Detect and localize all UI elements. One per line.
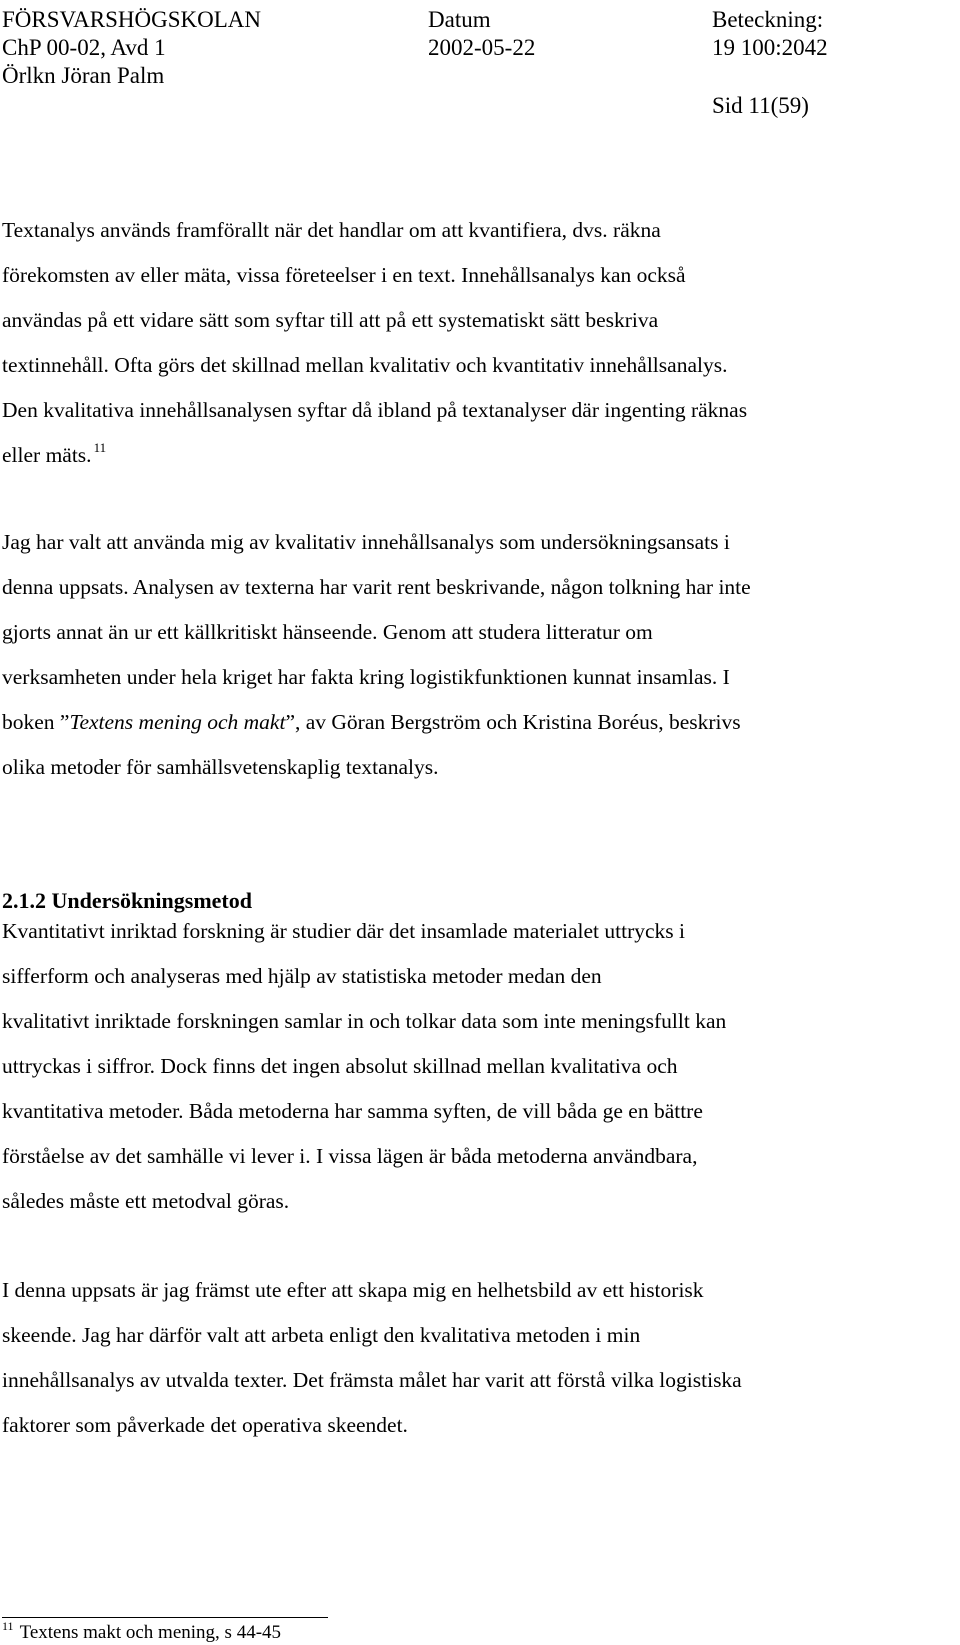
- p4-line-2: skeende. Jag har därför valt att arbeta enligt den kvalitativa metoden i min: [2, 1323, 641, 1347]
- p1-line-6: [2, 440, 107, 468]
- p3-line-6: förståelse av det samhälle vi lever i. I vissa lägen är båda metoderna användbara,: [2, 1144, 698, 1168]
- section-heading: 2.1.2 Undersökningsmetod: [2, 888, 252, 913]
- header-ref-label: Beteckning:: [712, 7, 824, 32]
- footnote-text: Textens makt och mening, s 44-45: [19, 1622, 282, 1643]
- p3-line-1: Kvantitativt inriktad forskning är studier där det insamlade materialet uttrycks i: [2, 919, 686, 943]
- p2-line-5-post: ”, av Göran Bergström och Kristina Boréus, beskrivs: [285, 710, 741, 734]
- p1-line-4: textinnehåll. Ofta görs det skillnad mellan kvalitativ och kvantitativ innehållsanalys.: [2, 353, 728, 377]
- header-date-label: Datum: [428, 7, 491, 32]
- p1-line-1: Textanalys används framförallt när det handlar om att kvantifiera, dvs. räkna: [2, 218, 661, 242]
- p2-line-5: [2, 710, 741, 735]
- p3-line-5: kvantitativa metoder. Båda metoderna har samma syften, de vill båda ge en bättre: [2, 1099, 703, 1123]
- p2-line-4: verksamheten under hela kriget har fakta kring logistikfunktionen kunnat insamlas. I: [2, 665, 730, 689]
- header-ref: 19 100:2042: [712, 35, 828, 60]
- footnote-number: 11: [2, 1619, 14, 1633]
- p3-line-4: uttryckas i siffror. Dock finns det ingen absolut skillnad mellan kvalitativa och: [2, 1054, 678, 1078]
- book-title: Textens mening och makt: [69, 710, 286, 734]
- footnote: [2, 1619, 282, 1644]
- p3-line-7: således måste ett metodval göras.: [2, 1189, 290, 1213]
- p1-line-2: förekomsten av eller mäta, vissa företeelser i en text. Innehållsanalys kan också: [2, 263, 686, 287]
- p2-line-3: gjorts annat än ur ett källkritiskt hänseende. Genom att studera litteratur om: [2, 620, 653, 644]
- footnote-divider: [2, 1617, 328, 1618]
- p3-line-3: kvalitativt inriktade forskningen samlar in och tolkar data som inte meningsfullt kan: [2, 1009, 727, 1033]
- p4-line-3: innehållsanalys av utvalda texter. Det främsta målet har varit att förstå vilka logistiska: [2, 1368, 742, 1392]
- header-author: Örlkn Jöran Palm: [2, 63, 165, 88]
- p1-line-3: användas på ett vidare sätt som syftar till att på ett systematiskt sätt beskriva: [2, 308, 659, 332]
- p2-line-1: Jag har valt att använda mig av kvalitativ innehållsanalys som undersökningsansats i: [2, 530, 730, 554]
- p2-line-6: olika metoder för samhällsvetenskaplig textanalys.: [2, 755, 439, 779]
- p2-line-5-pre: boken ”: [2, 710, 70, 734]
- p2-line-2: denna uppsats. Analysen av texterna har varit rent beskrivande, någon tolkning har inte: [2, 575, 751, 599]
- header-date: 2002-05-22: [428, 35, 536, 60]
- header-unit: ChP 00-02, Avd 1: [2, 35, 166, 60]
- p4-line-4: faktorer som påverkade det operativa skeendet.: [2, 1413, 408, 1437]
- p3-line-2: sifferform och analyseras med hjälp av statistiska metoder medan den: [2, 964, 602, 988]
- p1-line-6-text: eller mäts.: [2, 443, 92, 467]
- p1-line-5: Den kvalitativa innehållsanalysen syftar då ibland på textanalyser där ingenting räknas: [2, 398, 748, 422]
- footnote-reference: 11: [93, 440, 107, 455]
- p4-line-1: I denna uppsats är jag främst ute efter att skapa mig en helhetsbild av ett historisk: [2, 1278, 704, 1302]
- header-org: FÖRSVARSHÖGSKOLAN: [2, 7, 262, 32]
- header-page-number: Sid 11(59): [712, 93, 809, 118]
